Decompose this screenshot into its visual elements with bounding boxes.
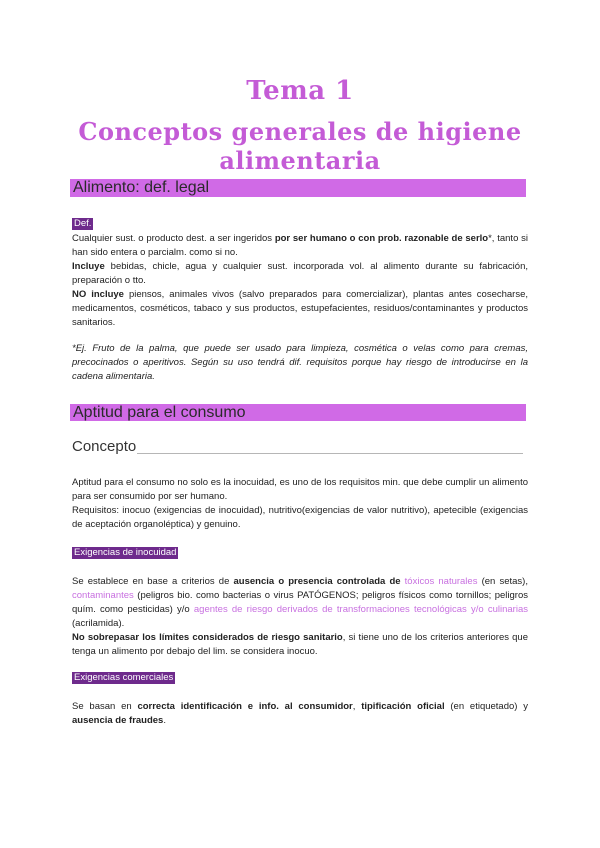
no-incluye-label: NO incluye [72, 289, 124, 300]
def-bold: por ser humano o con prob. razonable de serlo [274, 233, 489, 244]
incluye-paragraph [72, 260, 528, 288]
def-text: Cualquier sust. o producto dest. a ser ingeridos [72, 233, 275, 244]
concepto-paragraph-1: Aptitud para el consumo no solo es la inocuidad, es uno de los requisitos min. que debe cumplir un alimento para ser consumido por ser humano. [72, 477, 528, 502]
ino-text-a: Se establece en base a criterios de [72, 576, 234, 587]
no-incluye-text: piensos, animales vivos (salvo preparados para comercializar), plantas antes cosecharse, medicamentos, cosméticos, tabaco y sus productos, estupefacientes, residuos/contaminantes y productos sanitarios. [72, 289, 529, 328]
footnote: *Ej. Fruto de la palma, que puede ser usado para limpieza, cosmética o velas como para cremas, precocinados o aperitivos. Según su uso tendrá dif. requisitos porque hay riesgo de introducirse en la cadena alimentaria. [72, 343, 528, 382]
highlight-contaminantes: contaminantes [72, 590, 134, 601]
incluye-text: bebidas, chicle, agua y cualquier sust. incorporada vol. al alimento durante su fabricación, preparación o tto. [72, 261, 528, 286]
page-subtitle: Conceptos generales de higiene alimentaria [78, 117, 522, 175]
concepto-text [72, 476, 528, 532]
concepto-heading: Concepto [72, 438, 137, 455]
com-bold-3: ausencia de fraudes [72, 715, 164, 726]
comerciales-paragraph [72, 700, 528, 728]
concepto-rule [137, 453, 523, 454]
com-bold-2: tipificación oficial [361, 701, 445, 712]
comerciales-tag: Exigencias comerciales [74, 672, 174, 683]
ino2-bold: No sobrepasar los límites considerados de riesgo sanitario [72, 632, 343, 643]
highlight-agentes: agentes de riesgo derivados de transformaciones tecnológicas y/o culinarias [193, 604, 528, 615]
ino-bold: ausencia o presencia controlada de [233, 576, 401, 587]
page-title: Tema 1 [246, 76, 354, 106]
inocuidad-paragraph-1 [72, 575, 528, 631]
highlight-toxicos: tóxicos naturales [404, 576, 478, 587]
concepto-paragraph-2: Requisitos: inocuo (exigencias de inocuidad), nutritivo(exigencias de valor nutritivo), apetecible (exigencias de aceptación organoléptica) y genuino. [72, 505, 528, 530]
ino-text-e: (peligros bio. como bacterias o virus PATÓGENOS; peligros físicos como tornillos; peligros quím. como pesticidas) y/o [72, 590, 528, 615]
ino2-text: , si tiene uno de los criterios anteriores que tenga un alimento por debajo del lim. se considera inocuo. [72, 632, 528, 657]
inocuidad-tag: Exigencias de inocuidad [74, 547, 177, 558]
ino-text-d: (en setas), [477, 576, 528, 587]
comerciales-text [72, 700, 528, 728]
section-heading-aptitud: Aptitud para el consumo [70, 404, 526, 421]
inocuidad-paragraph-2 [72, 631, 528, 659]
inocuidad-text [72, 575, 528, 659]
definition-paragraph [72, 232, 528, 260]
com-text-e: . [163, 715, 166, 726]
section-heading-alimento: Alimento: def. legal [70, 179, 526, 197]
alimento-definition [72, 232, 528, 330]
com-bold-1: correcta identificación e info. al consumidor [137, 701, 353, 712]
com-text-c: , [352, 701, 362, 712]
com-text-d: (en etiquetado) y [444, 701, 528, 712]
com-text-a: Se basan en [72, 701, 138, 712]
def-text-end: *, tanto si han sido entera o parcialm. como si no. [72, 233, 528, 258]
def-tag: Def. [74, 218, 92, 229]
no-incluye-paragraph [72, 288, 528, 330]
ino-text-f: (acrilamida). [72, 618, 125, 629]
incluye-label: Incluye [72, 261, 105, 272]
